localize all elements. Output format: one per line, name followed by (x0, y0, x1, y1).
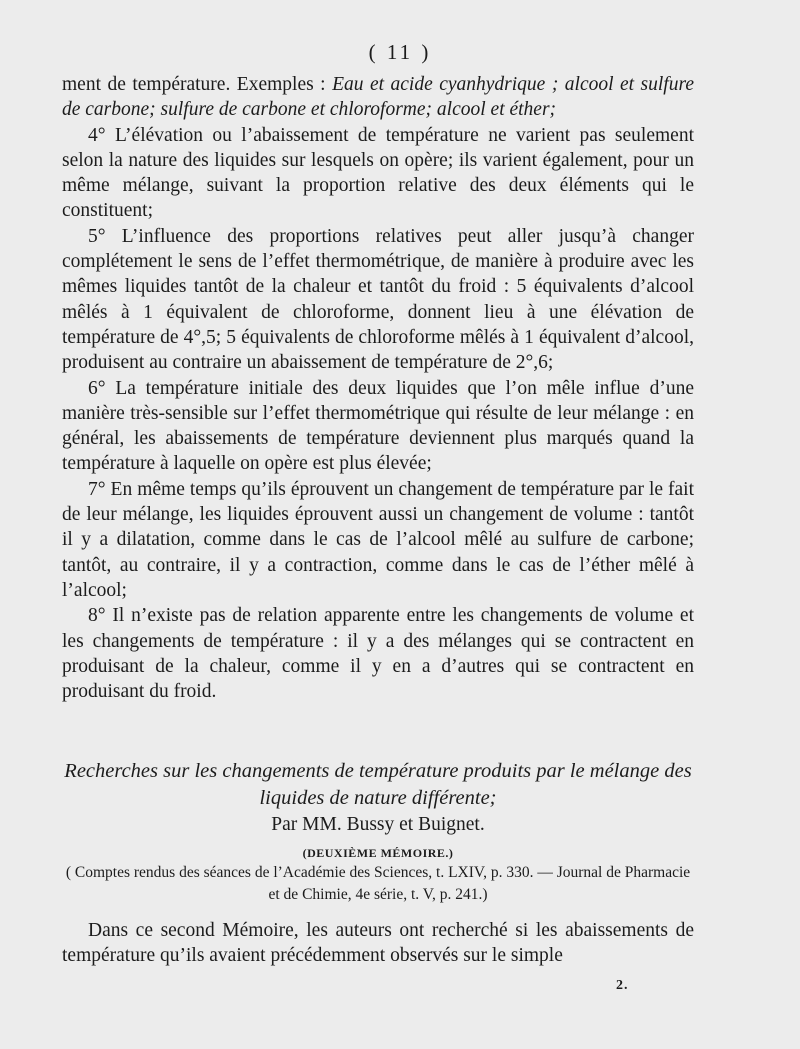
paragraph-4: 4° L’élévation ou l’abaissement de température ne varient pas seulement selon la nature des liquides sur lesquels on opère; ils varient également, pour un même mélange, suivant la proportion relative des deux éléments qui le constituent; (62, 124, 694, 222)
paragraph-5: 5° L’influence des proportions relatives peut aller jusqu’à changer complétement le sens de l’effet thermométrique, de manière à produire avec les mêmes liquides tantôt de la chaleur et tantôt du froid : 5 équivalents d’alcool mêlés à 1 équivalent de chloroforme, donnent lieu à une élévation de température de 4°,5; 5 équivalents de chloroforme mêlés à 1 équivalent d’alcool, produisent au contraire un abaissement de température de 2°,6; (62, 225, 694, 374)
citation: ( Comptes rendus des séances de l’Académie des Sciences, t. LXIV, p. 330. — Journal de Pharmacie et de Chimie, 4e série, t. V, p. 241.) (65, 864, 691, 903)
continuation-text: ment de température. Exemples : (62, 74, 333, 95)
signature-mark: 2. (616, 978, 629, 993)
paragraph-7: 7° En même temps qu’ils éprouvent un changement de température par le fait de leur mélange, les liquides éprouvent aussi un changement de volume : tantôt il y a dilatation, comme dans le cas de l’alcool mêlé au sulfure de carbone; tantôt, au contraire, il y a contraction, comme dans le cas de l’éther mêlé à l’alcool; (62, 478, 694, 601)
paragraph-6: 6° La température initiale des deux liquides que l’on mêle influe d’une manière très-sensible sur l’effet thermométrique qui résulte de leur mélange : en général, les abaissements de température deviennent plus marqués quand la température à laquelle on opère est plus élevée; (62, 377, 694, 475)
intro-paragraph: Dans ce second Mémoire, les auteurs ont recherché si les abaissements de température qu’ils avaient précédemment observés sur le simple (62, 920, 694, 967)
continuation-examples: Eau et acide cyanhydrique ; alcool et sulfure de carbone; sulfure de carbone et chloroforme; alcool et éther; (62, 74, 694, 121)
section-authors: Par MM. Bussy et Buignet. (271, 814, 485, 835)
continuation-paragraph (62, 72, 694, 123)
page-number: ( 11 ) (368, 40, 432, 64)
section-title: Recherches sur les changements de température produits par le mélange des liquides de nature différente; (64, 760, 692, 809)
body-text (62, 72, 694, 704)
paragraph-8: 8° Il n’existe pas de relation apparente entre les changements de volume et les changements de température : il y a des mélanges qui se contractent en produisant de la chaleur, comme il y en a d’autres qui se contractent en produisant du froid. (62, 605, 694, 703)
memoir-label: (DEUXIÈME MÉMOIRE.) (302, 846, 454, 860)
intro-block (62, 918, 694, 969)
